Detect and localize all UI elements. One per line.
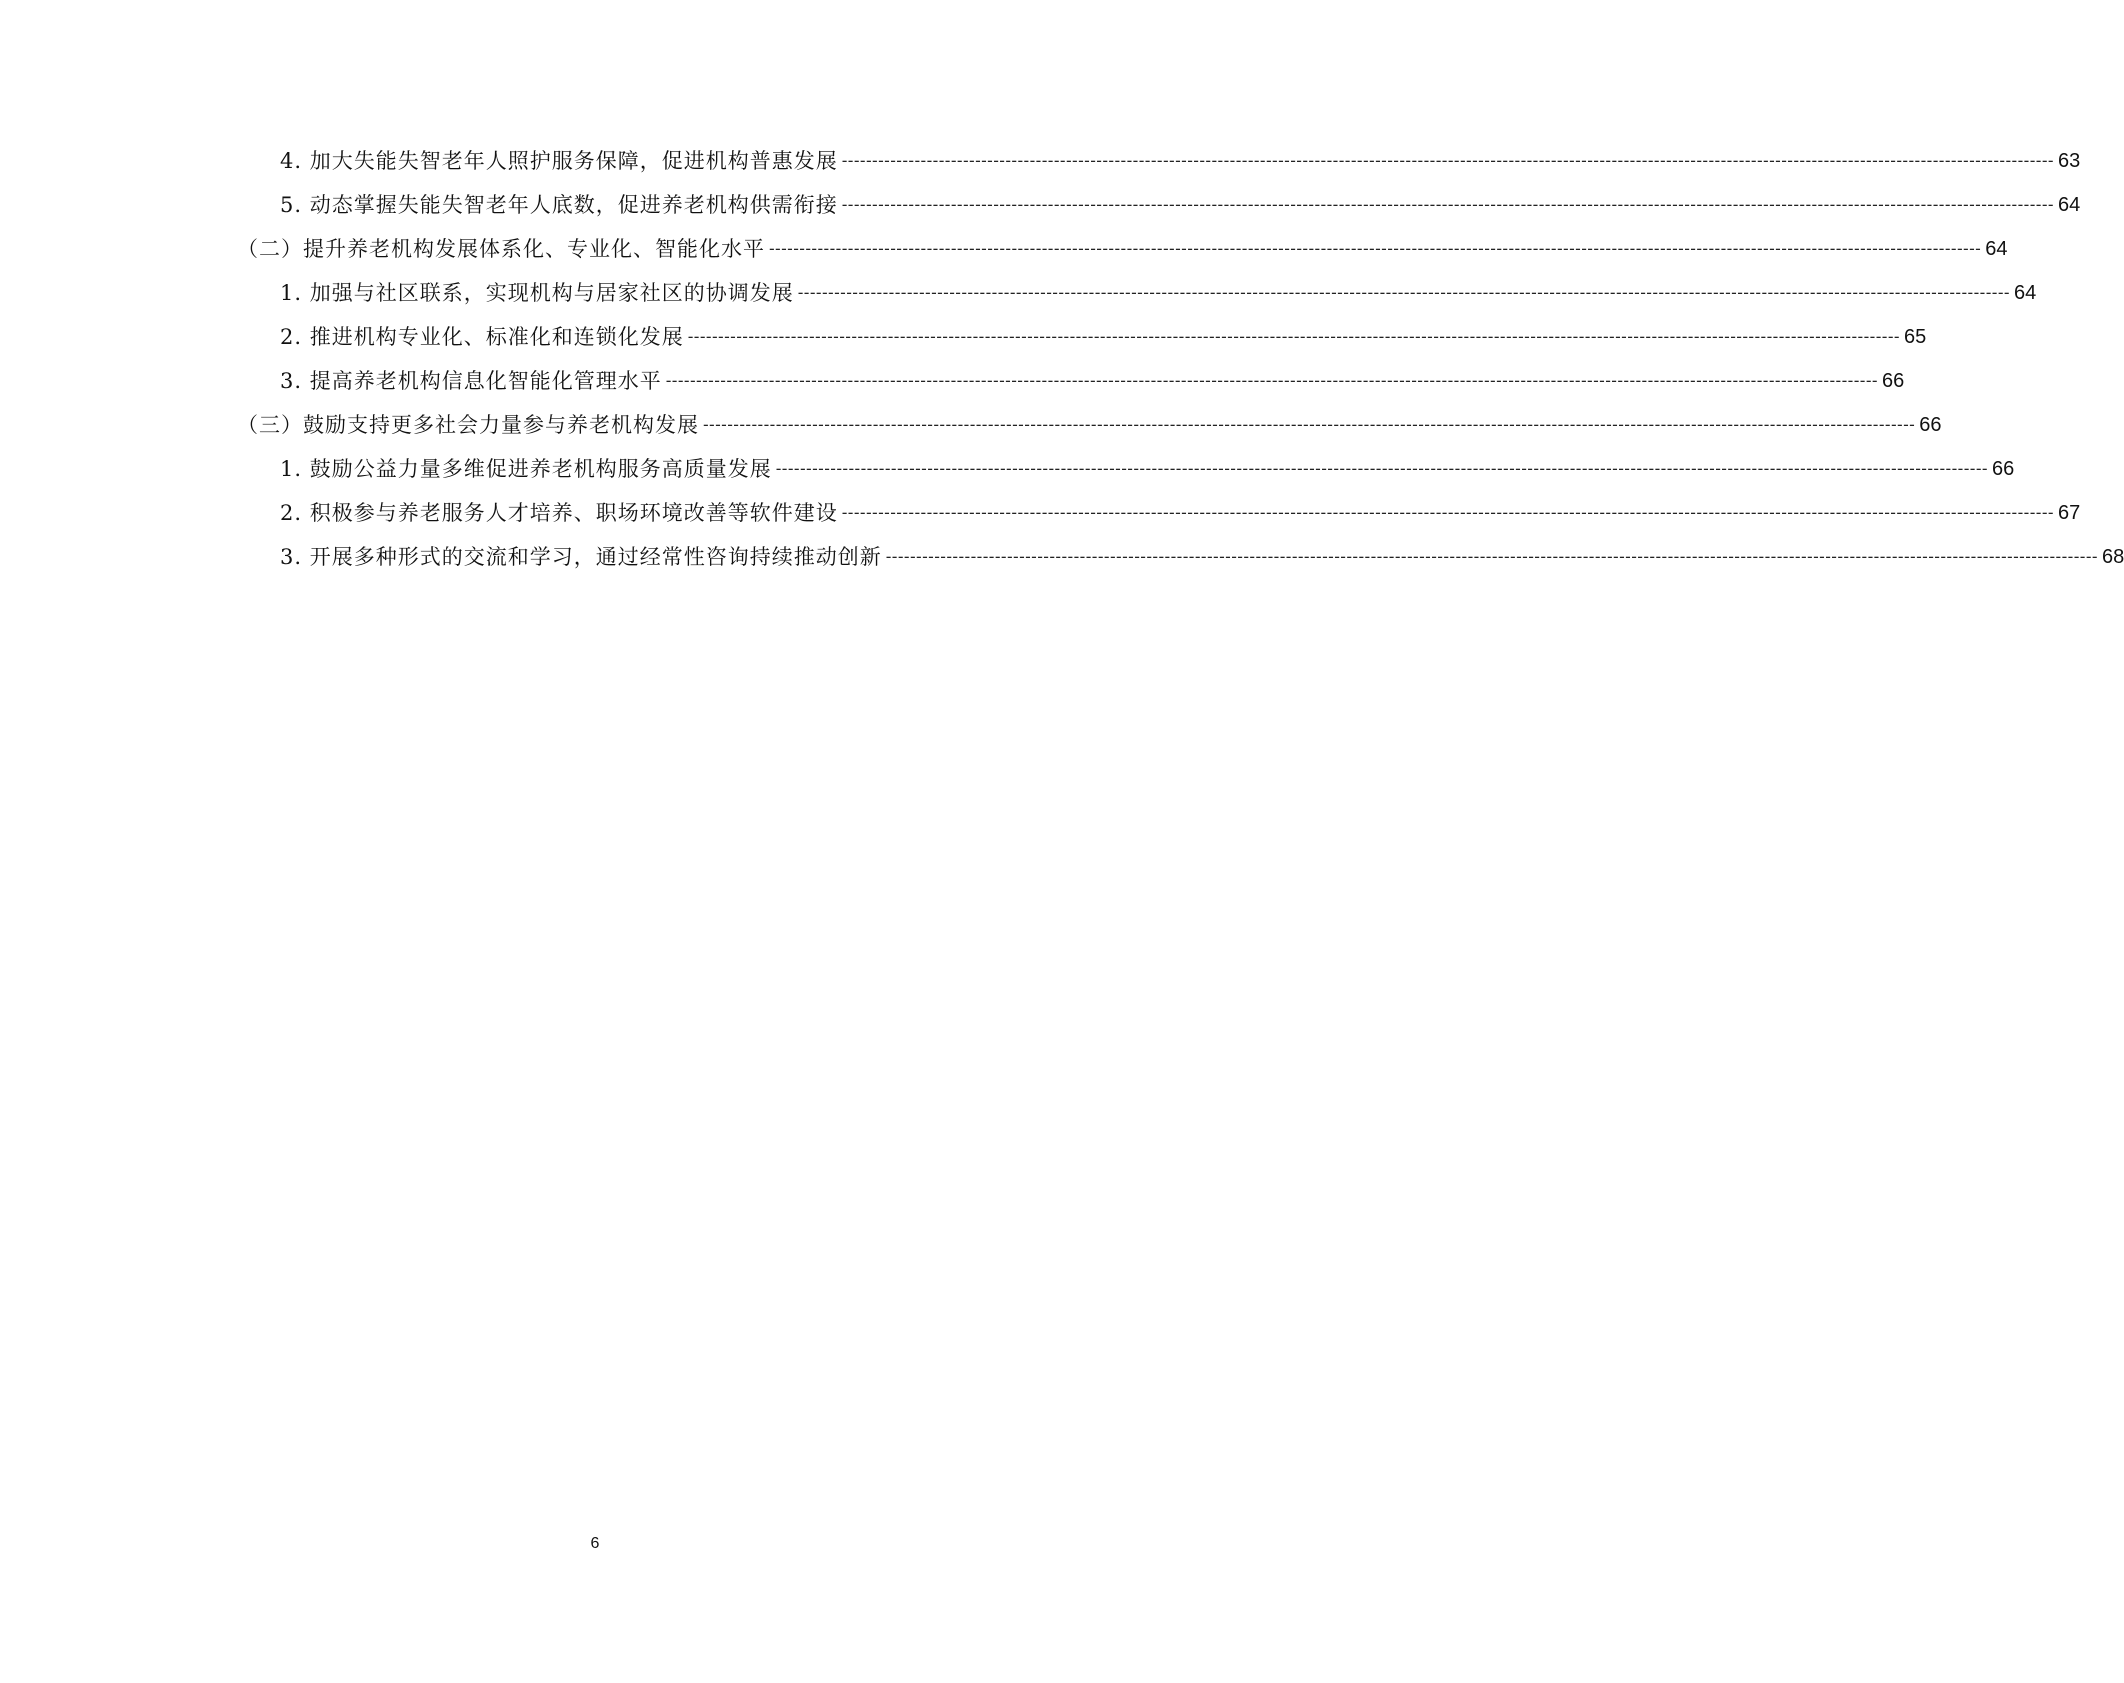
toc-entry[interactable] [280, 454, 2015, 484]
toc-entry[interactable] [280, 190, 2081, 220]
toc-entry[interactable] [237, 234, 2008, 264]
toc-entry-title: 1. 鼓励公益力量多维促进养老机构服务高质量发展 [280, 457, 772, 481]
toc-entry-title: （二）提升养老机构发展体系化、专业化、智能化水平 [237, 237, 765, 261]
toc-entry-page: 64 [1985, 238, 2008, 260]
toc-entry[interactable] [280, 278, 2037, 308]
toc-entry-page: 66 [1919, 414, 1942, 436]
toc-dot-leader: -------------------------------------------------------------------------------------------------------------------------------------------------------------------------------------------------------- [687, 327, 1900, 346]
toc-entry-title: 2. 推进机构专业化、标准化和连锁化发展 [280, 325, 684, 349]
toc-entry-title: （三）鼓励支持更多社会力量参与养老机构发展 [237, 413, 699, 437]
toc-entry-page: 65 [1903, 326, 1927, 348]
toc-dot-leader: -------------------------------------------------------------------------------------------------------------------------------------------------------------------------------------------------------- [797, 283, 2010, 302]
toc-entry-page: 66 [1991, 458, 2015, 480]
toc-entry-page: 64 [2013, 282, 2037, 304]
toc-dot-leader: -------------------------------------------------------------------------------------------------------------------------------------------------------------------------------------------------------- [665, 371, 1878, 390]
toc-dot-leader: -------------------------------------------------------------------------------------------------------------------------------------------------------------------------------------------------------- [703, 415, 1916, 434]
toc-dot-leader: -------------------------------------------------------------------------------------------------------------------------------------------------------------------------------------------------------- [841, 151, 2054, 170]
toc-entry-title: 2. 积极参与养老服务人才培养、职场环境改善等软件建设 [280, 501, 838, 525]
toc-entry-title: 5. 动态掌握失能失智老年人底数，促进养老机构供需衔接 [280, 193, 838, 217]
toc-entry[interactable] [237, 410, 1942, 440]
toc-entry-title: 1. 加强与社区联系，实现机构与居家社区的协调发展 [280, 281, 794, 305]
toc-entry[interactable] [280, 498, 2081, 528]
toc-entry-page: 63 [2057, 150, 2081, 172]
toc-entry-title: 3. 开展多种形式的交流和学习，通过经常性咨询持续推动创新 [280, 545, 882, 569]
toc-entry-page: 64 [2057, 194, 2081, 216]
toc-entry-page: 68 [2101, 546, 2124, 568]
toc-entry-page: 67 [2057, 502, 2081, 524]
toc-entry-title: 3. 提高养老机构信息化智能化管理水平 [280, 369, 662, 393]
table-of-contents [0, 146, 2124, 616]
toc-entry[interactable] [280, 146, 2081, 176]
toc-entry[interactable] [280, 366, 1905, 396]
toc-dot-leader: -------------------------------------------------------------------------------------------------------------------------------------------------------------------------------------------------------- [775, 459, 1988, 478]
toc-entry-title: 4. 加大失能失智老年人照护服务保障，促进机构普惠发展 [280, 149, 838, 173]
page-number: 6 [590, 1535, 600, 1552]
toc-dot-leader: -------------------------------------------------------------------------------------------------------------------------------------------------------------------------------------------------------- [841, 503, 2054, 522]
toc-entry[interactable] [280, 322, 1927, 352]
toc-dot-leader: -------------------------------------------------------------------------------------------------------------------------------------------------------------------------------------------------------- [885, 547, 2098, 566]
toc-dot-leader: -------------------------------------------------------------------------------------------------------------------------------------------------------------------------------------------------------- [841, 195, 2054, 214]
toc-entry[interactable] [280, 542, 2124, 572]
toc-entry-page: 66 [1881, 370, 1905, 392]
toc-dot-leader: -------------------------------------------------------------------------------------------------------------------------------------------------------------------------------------------------------- [769, 239, 1982, 258]
